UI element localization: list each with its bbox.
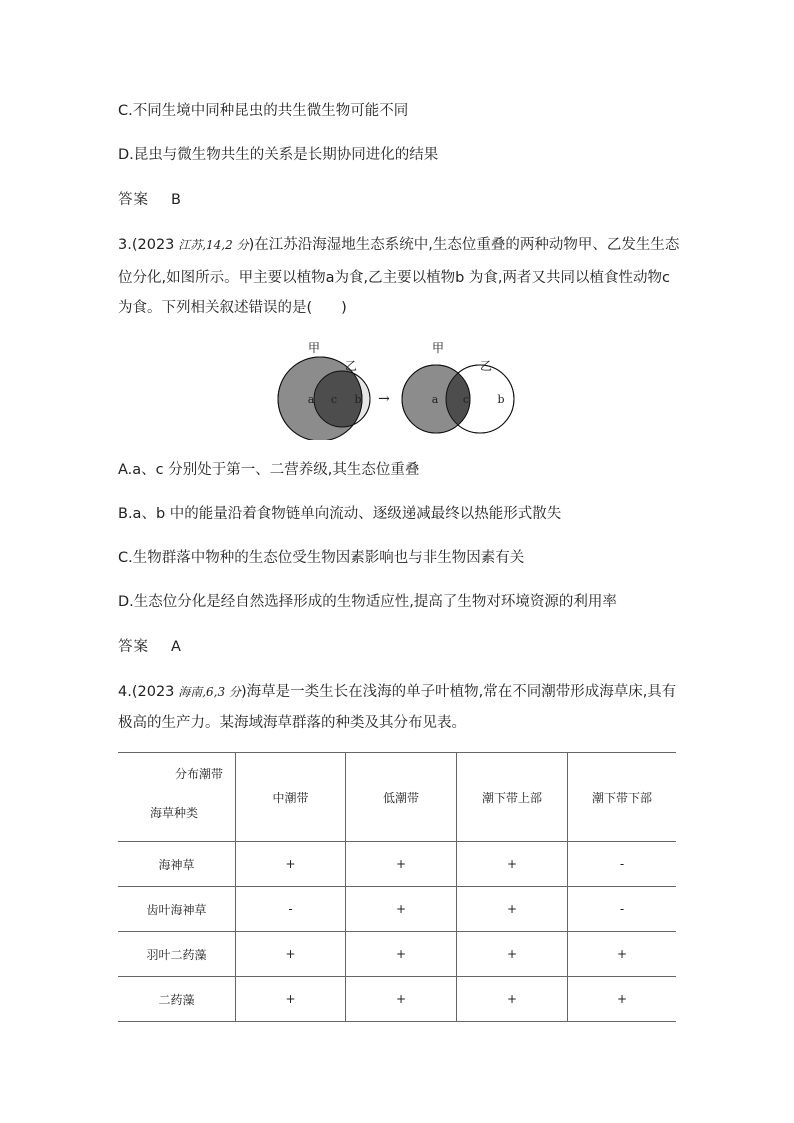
column-header: 低潮带 (346, 753, 457, 842)
column-header: 潮下带上部 (457, 753, 568, 842)
q3-option-d: D.生态位分化是经自然选择形成的生物适应性,提高了生物对环境资源的利用率 (118, 594, 617, 610)
q3-answer (118, 637, 181, 657)
q3-option-a: A.a、c 分别处于第一、二营养级,其生态位重叠 (118, 462, 420, 478)
table-corner-cell (118, 753, 236, 842)
table-row (118, 842, 676, 887)
table-cell: + (236, 932, 346, 977)
table-cell: - (568, 842, 677, 887)
table-cell: + (457, 842, 568, 887)
label-c-after: c (462, 393, 470, 406)
answer-label: 答案 (118, 192, 149, 208)
q4-year: 2023 (137, 684, 175, 700)
table-header-row (118, 753, 676, 842)
row-name: 齿叶海神草 (146, 902, 207, 917)
q4-source: 海南,6,3 分 (174, 685, 241, 699)
table-cell: + (457, 932, 568, 977)
table-cell: + (457, 887, 568, 932)
row-name: 二药藻 (158, 992, 195, 1007)
answer-label: 答案 (118, 639, 149, 655)
table-cell: + (346, 932, 457, 977)
table-cell: - (236, 887, 346, 932)
table-cell: + (568, 977, 677, 1022)
q4-stem-line2: 极高的生产力。某海域海草群落的种类及其分布见表。 (118, 715, 466, 731)
label-b-before: b (354, 393, 362, 406)
label-a-before: a (307, 393, 315, 406)
label-b-after: b (497, 393, 505, 406)
table-row (118, 932, 676, 977)
label-c-before: c (330, 393, 338, 406)
table-cell: + (346, 842, 457, 887)
label-jia-after: 甲 (431, 341, 445, 355)
label-a-after: a (431, 393, 439, 406)
arrow: → (378, 391, 390, 407)
answer-value: B (171, 192, 181, 208)
seagrass-distribution-table (118, 752, 676, 1022)
table-row (118, 977, 676, 1022)
table-cell: + (236, 842, 346, 887)
q3-option-c: C.生物群落中物种的生态位受生物因素影响也与非生物因素有关 (118, 550, 525, 566)
q3-source: 江苏,14,2 分 (174, 238, 249, 252)
table-cell: + (568, 932, 677, 977)
table-row (118, 887, 676, 932)
q4-number: 4.( (118, 684, 138, 700)
label-jia-before: 甲 (307, 341, 321, 355)
q3-stem-line3: 为食。下列相关叙述错误的是( ) (118, 300, 347, 316)
column-header: 潮下带下部 (568, 753, 677, 842)
label-yi-after: 乙 (479, 359, 493, 373)
answer-value: A (171, 639, 181, 655)
niche-differentiation-figure (270, 335, 530, 440)
q3-year: 2023 (137, 237, 175, 253)
q2-option-d: D.昆虫与微生物共生的关系是长期协同进化的结果 (118, 147, 439, 163)
table-cell: - (568, 887, 677, 932)
q3-option-b: B.a、b 中的能量沿着食物链单向流动、逐级递减最终以热能形式散失 (118, 506, 562, 522)
row-name: 羽叶二药藻 (146, 947, 207, 962)
q3-stem-line1 (118, 235, 679, 255)
q4-stem-rest: )海草是一类生长在浅海的单子叶植物,常在不同潮带形成海草床,具有 (240, 684, 677, 700)
table-cell: + (457, 977, 568, 1022)
q3-stem-rest: )在江苏沿海湿地生态系统中,生态位重叠的两种动物甲、乙发生生态 (248, 237, 680, 253)
corner-top-label: 分布潮带 (174, 767, 223, 781)
corner-bottom-label: 海草种类 (150, 806, 199, 820)
table-cell: + (236, 977, 346, 1022)
label-yi-before: 乙 (344, 359, 358, 373)
row-name: 海神草 (158, 857, 195, 872)
q4-stem-line1 (118, 682, 676, 702)
table-cell: + (346, 887, 457, 932)
table-cell: + (346, 977, 457, 1022)
q2-option-c: C.不同生境中同种昆虫的共生微生物可能不同 (118, 103, 409, 119)
q3-number: 3.( (118, 237, 138, 253)
column-header: 中潮带 (236, 753, 346, 842)
q2-answer (118, 190, 181, 210)
q3-stem-line2: 位分化,如图所示。甲主要以植物a为食,乙主要以植物b 为食,两者又共同以植食性动物c (118, 270, 670, 286)
